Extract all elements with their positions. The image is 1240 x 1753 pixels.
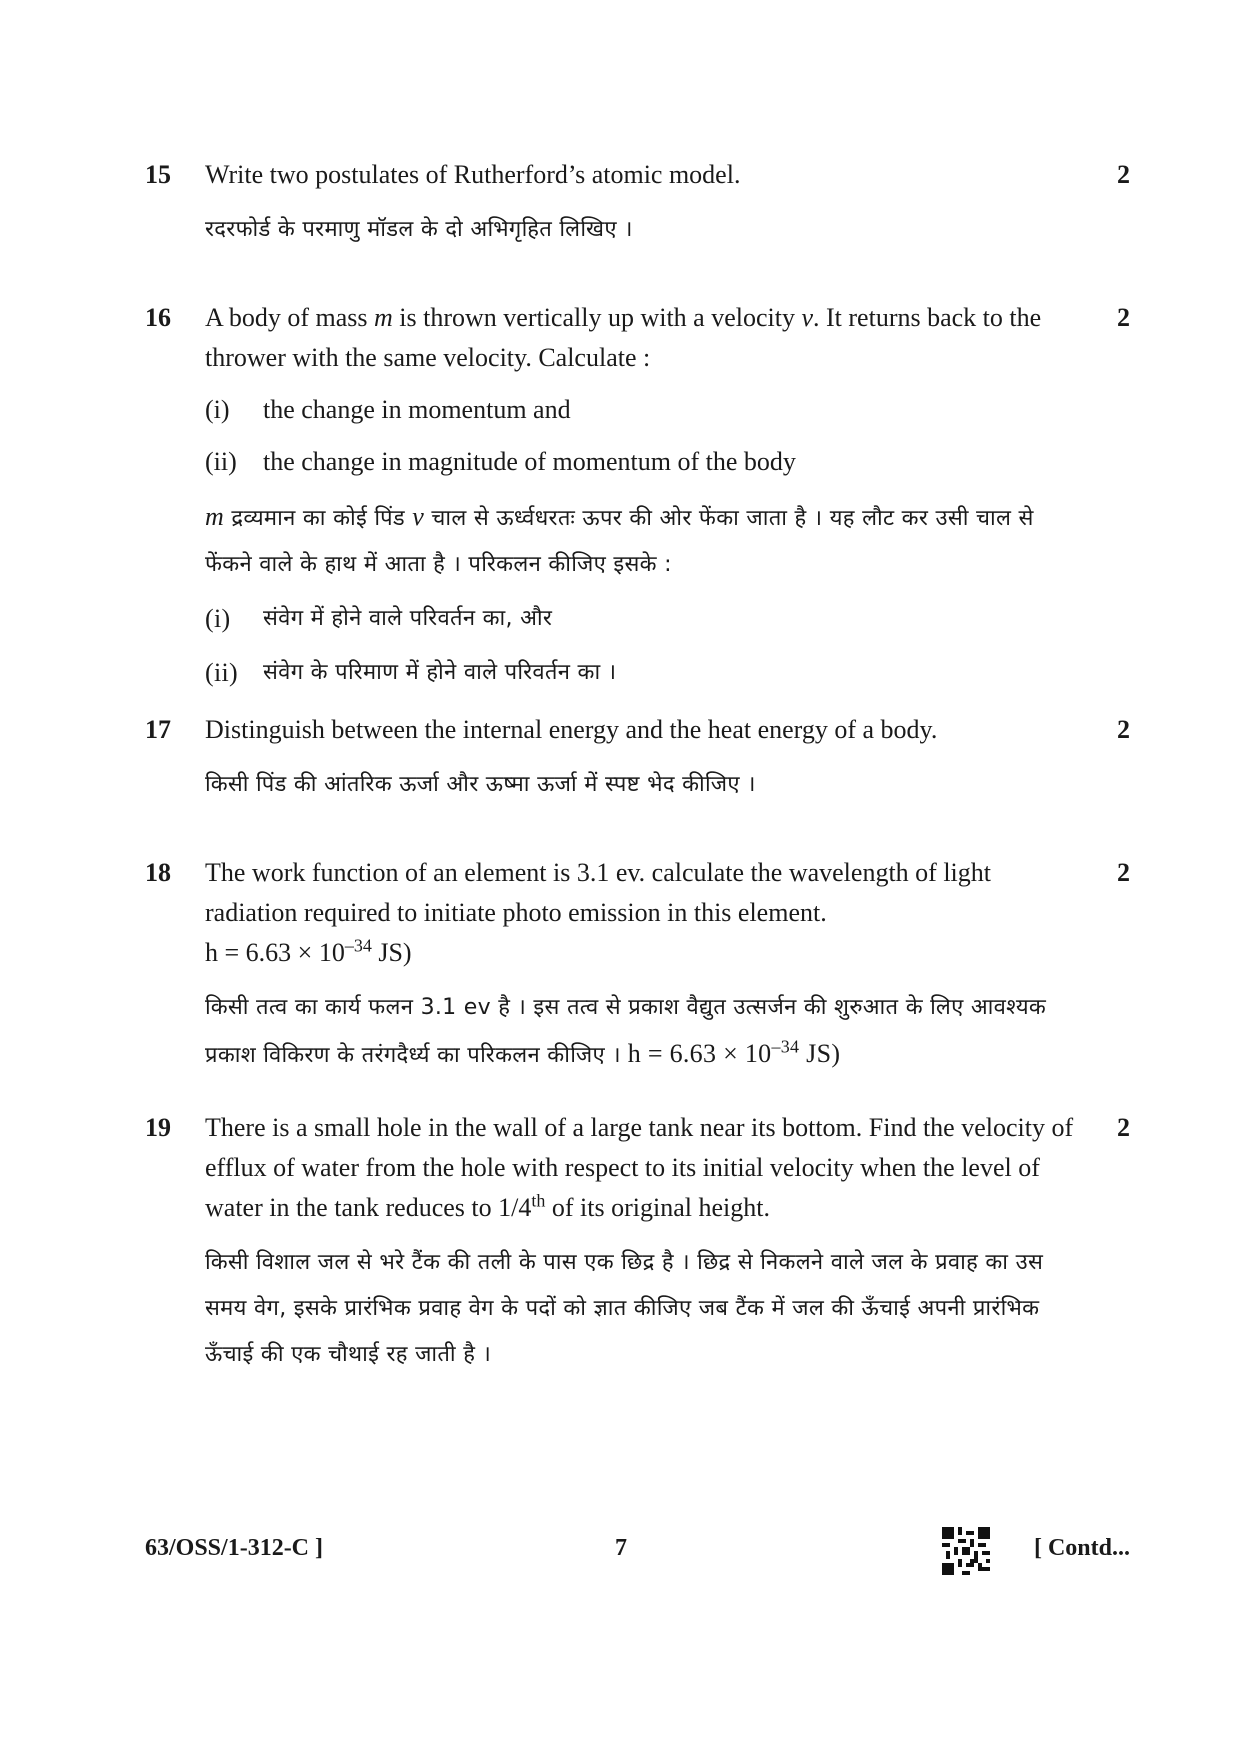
sub-question: (i) the change in momentum and	[205, 395, 571, 424]
qr-code-icon	[942, 1527, 990, 1575]
formula: $h = 6.63 \times 10^{-34}$ JS)	[205, 935, 412, 967]
question-text-hindi: किसी पिंड की आंतरिक ऊर्जा और ऊष्मा ऊर्जा में स्पष्ट भेद कीजिए ।	[205, 772, 756, 797]
question-number: 19	[145, 1113, 171, 1142]
question-number: 18	[145, 858, 171, 887]
question-text-english: The work function of an element is 3.1 ev. calculate the wavelength of light radiation required to initiate photo emission in this element. $h = 6.63 \times 10^{-34}$ JS)	[205, 853, 1075, 973]
sub-question: (i) संवेग में होने वाले परिवर्तन का, और	[205, 604, 553, 633]
page-number: 7	[615, 1535, 627, 1561]
paper-code: 63/OSS/1-312-C ]	[145, 1535, 324, 1561]
question-number: 16	[145, 303, 171, 332]
question-marks: 2	[1117, 303, 1130, 332]
sub-question: (ii) संवेग के परिमाण में होने वाले परिवर्तन का ।	[205, 658, 617, 687]
question-text-hindi: किसी तत्व का कार्य फलन 3.1 ev है । इस तत्व से प्रकाश वैद्युत उत्सर्जन की शुरुआत के लिए आवश्यक प्रकाश विकिरण के तरंगदैर्ध्य का परिकलन कीजिए । $h = 6.63 \times 10^{-34}$ JS)	[205, 995, 1047, 1068]
page-footer	[145, 1525, 1130, 1585]
question-19	[145, 1108, 1130, 1378]
question-text-hindi: रदरफोर्ड के परमाणु मॉडल के दो अभिगृहित लिखिए ।	[205, 217, 633, 242]
question-text-english: Distinguish between the internal energy and the heat energy of a body.	[205, 715, 938, 744]
question-number: 15	[145, 160, 171, 189]
question-text-hindi: किसी विशाल जल से भरे टैंक की तली के पास एक छिद्र है । छिद्र से निकलने वाले जल के प्रवाह का उस समय वेग, इसके प्रारंभिक प्रवाह वेग के पदों को ज्ञात कीजिए जब टैंक में जल की ऊँचाई अपनी प्रारंभिक ऊँचाई की एक चौथाई रह जाती है ।	[205, 1250, 1044, 1367]
question-marks: 2	[1117, 1113, 1130, 1142]
question-text-hindi: m द्रव्यमान का कोई पिंड v चाल से ऊर्ध्वधरतः ऊपर की ओर फेंका जाता है । यह लौट कर उसी चाल से फेंकने वाले के हाथ में आता है । परिकलन कीजिए इसके : (i) संवेग में होने वाले परिवर्तन का, और (ii) संवेग के परिमाण में होने वाले परिवर्तन का ।	[205, 494, 1075, 696]
question-18	[145, 853, 1130, 1079]
question-15	[145, 155, 1130, 253]
question-text-english: A body of mass m is thrown vertically up with a velocity v. It returns back to the thrower with the same velocity. Calculate : (i) the change in momentum and (ii) the change in magnitude of momentum of the body	[205, 298, 1075, 482]
continued-label: [ Contd...	[1033, 1535, 1130, 1561]
question-17	[145, 710, 1130, 808]
question-text-english: There is a small hole in the wall of a large tank near its bottom. Find the velocity of efflux of water from the hole with respect to its initial velocity when the level of water in the tank reduces to 1/4th of its original height.	[205, 1113, 1074, 1222]
question-16	[145, 298, 1130, 696]
question-marks: 2	[1117, 715, 1130, 744]
sub-question: (ii) the change in magnitude of momentum of the body	[205, 447, 796, 476]
question-marks: 2	[1117, 858, 1130, 887]
question-number: 17	[145, 715, 171, 744]
question-marks: 2	[1117, 160, 1130, 189]
question-text-english: Write two postulates of Rutherford’s atomic model.	[205, 160, 741, 189]
